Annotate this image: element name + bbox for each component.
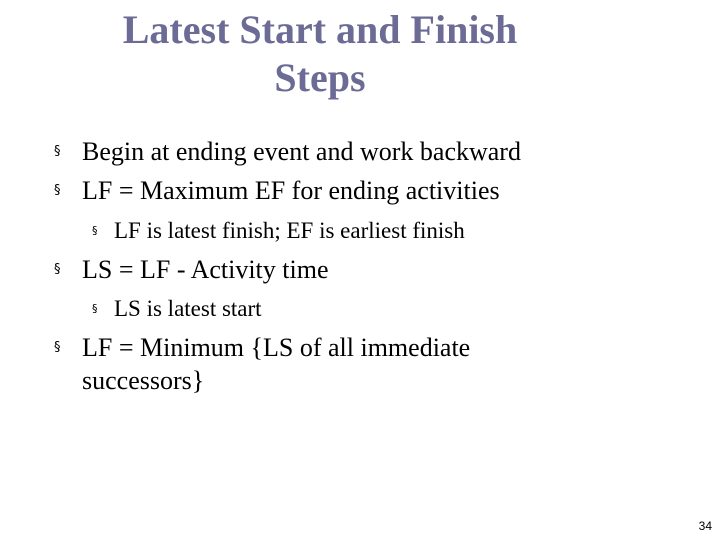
bullet-text: LF = Maximum EF for ending activities bbox=[82, 176, 500, 205]
bullet-marker: § bbox=[54, 144, 61, 159]
bullet-marker: § bbox=[54, 183, 61, 198]
bullet-marker: § bbox=[54, 262, 61, 277]
sub-bullet-ls-definition bbox=[92, 295, 262, 323]
bullet-ls-formula bbox=[54, 253, 602, 286]
bullet-text: LF = Minimum {LS of all immediate successors} bbox=[82, 333, 471, 395]
sub-bullet-marker: § bbox=[92, 302, 98, 315]
bullet-text: Begin at ending event and work backward bbox=[82, 137, 521, 166]
slide-title bbox=[80, 6, 560, 102]
slide-title-line-1: Latest Start and Finish bbox=[122, 7, 518, 52]
bullet-marker: § bbox=[54, 340, 61, 355]
sub-bullet-text: LF is latest finish; EF is earliest finish bbox=[114, 218, 465, 243]
bullet-lf-maximum-ef bbox=[54, 174, 602, 207]
sub-bullet-text: LS is latest start bbox=[114, 296, 262, 321]
page-number: 34 bbox=[698, 519, 712, 533]
bullet-lf-minimum-ls bbox=[54, 331, 512, 397]
slide-title-line-2: Steps bbox=[274, 55, 366, 100]
bullet-text: LS = LF - Activity time bbox=[82, 255, 329, 284]
bullet-begin-at-ending-event bbox=[54, 135, 602, 168]
sub-bullet-lf-definition bbox=[92, 217, 465, 245]
sub-bullet-marker: § bbox=[92, 224, 98, 237]
